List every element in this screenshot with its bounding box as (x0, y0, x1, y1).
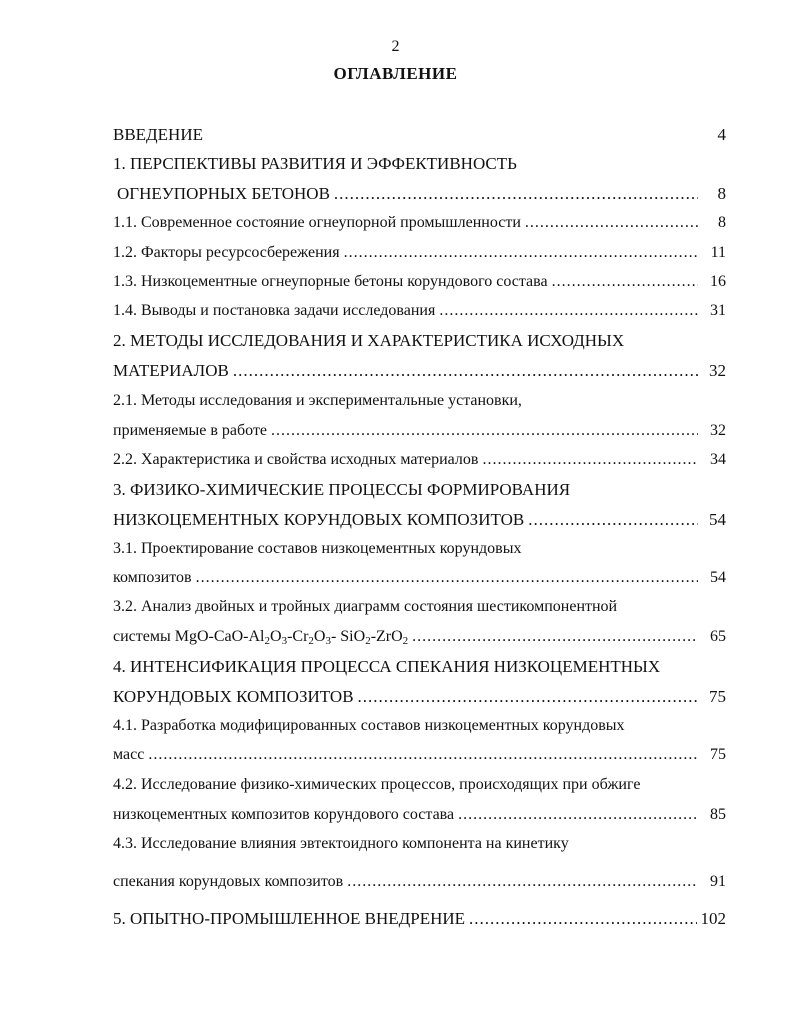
toc-entry-4-2 (113, 806, 726, 824)
leader (482, 451, 698, 469)
toc-entry-3-2 (113, 628, 726, 646)
formula-part: O (313, 628, 326, 645)
toc-page-number: 54 (709, 510, 726, 529)
toc-entry-text: 1.3. Низкоцементные огнеупорные бетоны корундового состава (113, 273, 548, 290)
leader (358, 687, 698, 707)
formula-subscript: 3 (325, 635, 331, 646)
leader (233, 361, 698, 381)
toc-entry-1-1 (113, 214, 726, 232)
toc-page-number: 31 (710, 302, 726, 319)
toc-page-number: 91 (710, 873, 726, 890)
leader (334, 184, 698, 204)
toc-entry-text: КОРУНДОВЫХ КОМПОЗИТОВ (113, 687, 354, 706)
toc-entry-text: 5. ОПЫТНО-ПРОМЫШЛЕННОЕ ВНЕДРЕНИЕ (113, 909, 466, 928)
page-title: ОГЛАВЛЕНИЕ (333, 64, 458, 83)
toc-page-number: 34 (710, 451, 726, 468)
toc-entry-text: низкоцементных композитов корундового состава (113, 806, 455, 823)
formula-subscript: 2 (264, 635, 270, 646)
toc-entry-text: 1.1. Современное состояние огнеупорной промышленности (113, 214, 521, 231)
formula-part: -ZrO (370, 628, 403, 645)
toc-section-3-title: 3. ФИЗИКО-ХИМИЧЕСКИЕ ПРОЦЕССЫ ФОРМИРОВАНИЯ (113, 480, 571, 499)
formula-subscript: 3 (281, 635, 288, 646)
toc-page-number: 11 (710, 244, 726, 261)
toc-entry-3-2-title: 3.2. Анализ двойных и тройных диаграмм состояния шестикомпонентной (113, 598, 618, 615)
leader (347, 873, 698, 891)
formula-part: системы MgO-CaO-Al (113, 628, 265, 645)
leader (552, 273, 698, 291)
toc-section-5 (113, 909, 726, 929)
toc-page-number: 54 (710, 569, 726, 586)
toc-entry-text: ВВЕДЕНИЕ (113, 125, 203, 144)
leader (439, 302, 698, 320)
page-number: 2 (391, 38, 400, 55)
formula-subscript: 2 (308, 635, 314, 646)
leader (469, 909, 696, 929)
toc-entry-text: 1.4. Выводы и постановка задачи исследования (113, 302, 436, 319)
toc-page-number: 65 (710, 628, 726, 645)
toc-entry-4-2-title: 4.2. Исследование физико-химических процессов, происходящих при обжиге (113, 776, 641, 793)
toc-page-number: 75 (710, 746, 726, 763)
toc-section-1-title: 1. ПЕРСПЕКТИВЫ РАЗВИТИЯ И ЭФФЕКТИВНОСТЬ (113, 154, 517, 173)
toc-section-4-title: 4. ИНТЕНСИФИКАЦИЯ ПРОЦЕССА СПЕКАНИЯ НИЗКОЦЕМЕНТНЫХ (113, 657, 661, 676)
toc-page-number: 102 (700, 909, 726, 928)
toc-section-2 (113, 361, 726, 381)
toc-entry-1-4 (113, 302, 726, 320)
toc-entry-text: применяемые в работе (113, 422, 268, 439)
leader (196, 569, 698, 587)
toc-section-1 (113, 184, 726, 204)
toc-entry-text: масс (113, 746, 145, 763)
toc-entry-3-1 (113, 569, 726, 587)
toc-entry-1-3 (113, 273, 726, 291)
toc-section-3 (113, 510, 726, 530)
toc-entry-1-2 (113, 244, 726, 262)
formula-part: - SiO (330, 628, 366, 645)
leader (344, 244, 698, 262)
toc-entry-text (113, 628, 408, 646)
toc-entry-text: 2.2. Характеристика и свойства исходных материалов (113, 451, 479, 468)
leader (525, 214, 698, 232)
toc-entry-text: ОГНЕУПОРНЫХ БЕТОНОВ (117, 184, 330, 203)
toc-entry-intro (113, 125, 726, 145)
leader (528, 510, 698, 530)
leader (412, 628, 698, 646)
formula-subscript: 2 (365, 635, 371, 646)
formula-part: O (270, 628, 282, 645)
toc-entry-2-1 (113, 422, 726, 440)
formula-part: -Cr (287, 628, 309, 645)
toc-entry-4-3-title: 4.3. Исследование влияния эвтектоидного компонента на кинетику (113, 835, 569, 852)
leader (148, 746, 698, 764)
toc-page-number: 32 (710, 422, 726, 439)
toc-page-number: 75 (709, 687, 726, 706)
toc-section-2-title: 2. МЕТОДЫ ИССЛЕДОВАНИЯ И ХАРАКТЕРИСТИКА ИСХОДНЫХ (113, 331, 625, 350)
toc-entry-4-3 (113, 873, 726, 891)
toc-page-number: 8 (718, 214, 726, 231)
toc-page-number: 32 (709, 361, 726, 380)
toc-page-number: 8 (717, 184, 726, 203)
toc-entry-text: композитов (113, 569, 192, 586)
toc-entry-3-1-title: 3.1. Проектирование составов низкоцементных корундовых (113, 540, 522, 557)
leader (458, 806, 698, 824)
toc-section-4 (113, 687, 726, 707)
toc-entry-2-1-title: 2.1. Методы исследования и экспериментальные установки, (113, 392, 522, 409)
toc-entry-2-2 (113, 451, 726, 469)
toc-entry-text: МАТЕРИАЛОВ (113, 361, 229, 380)
toc-entry-4-1 (113, 746, 726, 764)
leader (271, 422, 698, 440)
toc-entry-text: НИЗКОЦЕМЕНТНЫХ КОРУНДОВЫХ КОМПОЗИТОВ (113, 510, 525, 529)
formula-subscript: 2 (402, 635, 409, 646)
toc-page-number: 16 (710, 273, 726, 290)
toc-page-number: 85 (710, 806, 726, 823)
toc-page-number: 4 (717, 125, 726, 144)
toc-entry-text: 1.2. Факторы ресурсосбережения (113, 244, 340, 261)
toc-entry-text: спекания корундовых композитов (113, 873, 344, 890)
toc-entry-4-1-title: 4.1. Разработка модифицированных составов низкоцементных корундовых (113, 717, 625, 734)
